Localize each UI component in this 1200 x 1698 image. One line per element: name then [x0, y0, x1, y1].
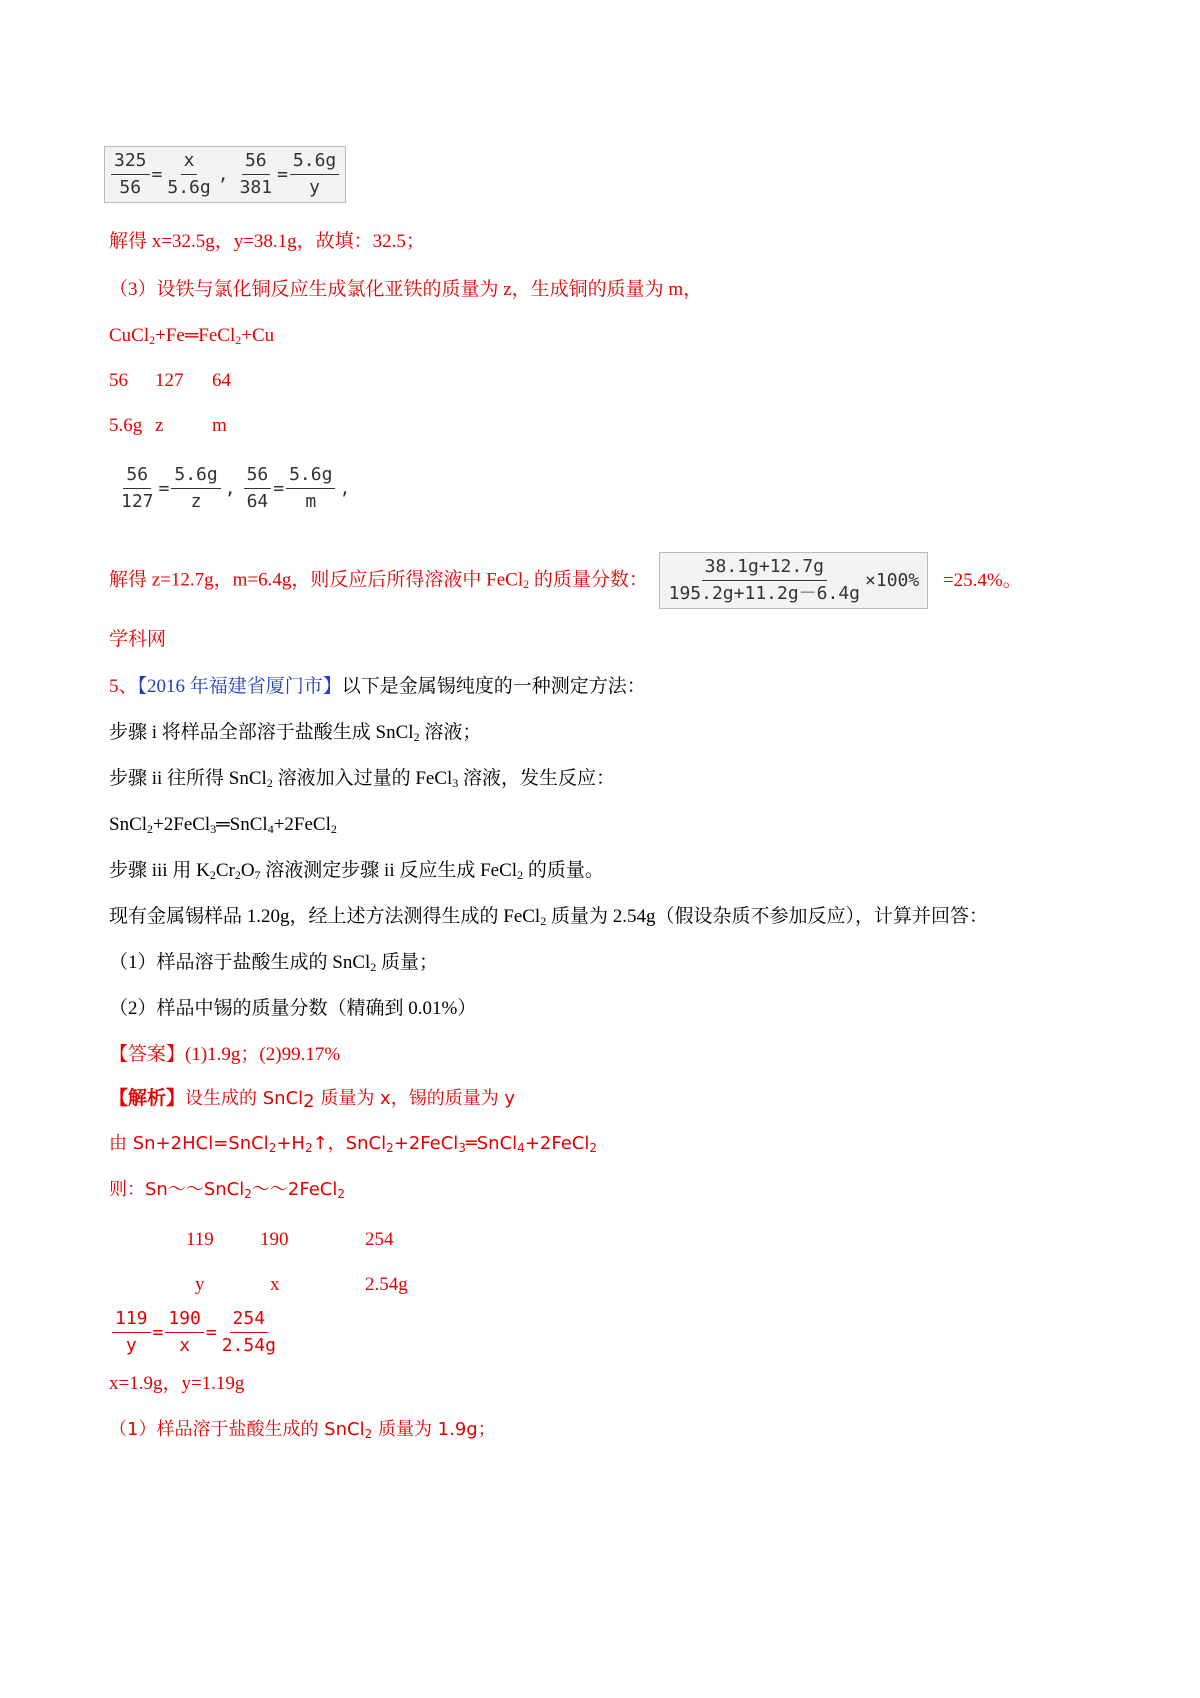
reaction-2: SnCl$_2$+2FeCl$_3$═SnCl$_4$+2FeCl$_2$	[109, 814, 337, 836]
fraction: $\frac{56}{64}$	[244, 462, 272, 515]
final-answer-line: （1）样品溶于盐酸生成的 SnCl$_2$ 质量为 1.9g；	[109, 1419, 496, 1441]
fraction: $\frac{x}{5.6g}$	[167, 150, 211, 198]
solve-line-2: 解得 z=12.7g，m=6.4g，则反应后所得溶液中 FeCl$_2$ 的质量分数： $\frac{38.1g+12.7g}{195.2g+11.2g-6.4g}$ ×100% =25.4%。	[109, 552, 1022, 609]
given-info: 现有金属锡样品 1.20g，经上述方法测得生成的 FeCl$_2$ 质量为 2.54g（假设杂质不参加反应），计算并回答：	[109, 906, 988, 928]
fraction: $\frac{56}{127}$	[121, 464, 154, 512]
from-line: 由 $Sn+2HCl=SnCl_2+H_2↑$，SnCl$_2$+2FeCl$_3$═SnCl$_4$+2FeCl$_2$	[109, 1133, 597, 1155]
mass-line-1: 5.6g z m	[109, 415, 227, 436]
equation-1-box: $\frac{325}{56}$ = $\frac{x}{5.6g}$ , $\frac{56}{381}$ = $\frac{5.6g}{y}$	[104, 146, 346, 203]
step-1: 步骤 i 将样品全部溶于盐酸生成 SnCl$_2$ 溶液；	[109, 722, 482, 744]
analysis-line: 【解析】设生成的 SnCl$_2$ 质量为 x，锡的质量为 y	[109, 1088, 516, 1112]
then-line: 则：Sn～～SnCl$_2$～～2FeCl$_2$	[109, 1179, 345, 1201]
equation-1	[104, 146, 346, 203]
step-2: 步骤 ii 往所得 SnCl$_2$ 溶液加入过量的 FeCl$_3$ 溶液，发生反应：	[109, 768, 616, 790]
analysis-label: 【解析】	[109, 1088, 186, 1109]
fraction: $\frac{190}{x}$	[165, 1306, 204, 1359]
sub-question-2: （2）样品中锡的质量分数（精确到 0.01%）	[109, 998, 477, 1019]
fraction: $\frac{119}{y}$	[112, 1306, 151, 1359]
question-5: 5、【2016 年福建省厦门市】以下是金属锡纯度的一种测定方法：	[109, 676, 646, 697]
question-3-line: （3）设铁与氯化铜反应生成氯化亚铁的质量为 z，生成铜的质量为 m，	[109, 279, 703, 300]
answer-label: 【答案】	[109, 1044, 186, 1065]
mass-fraction-box: $\frac{38.1g+12.7g}{195.2g+11.2g-6.4g}$ ×100%	[659, 552, 929, 609]
sub-question-1: （1）样品溶于盐酸生成的 SnCl$_2$ 质量；	[109, 952, 439, 974]
watermark-text: 学科网	[109, 629, 167, 650]
result-line: x=1.9g，y=1.19g	[109, 1373, 245, 1394]
fraction: $\frac{38.1g+12.7g}{195.2g+11.2g-6.4g}$	[668, 556, 861, 604]
fraction: $\frac{56}{381}$	[239, 150, 273, 198]
ratio-line-2: 119 190 254	[186, 1229, 394, 1250]
solve-line-1: 解得 x=32.5g，y=38.1g，故填：32.5；	[109, 231, 425, 252]
answer-line: 【答案】(1)1.9g；(2)99.17%	[109, 1044, 341, 1065]
equation-2: $\frac{56}{127}$ = $\frac{5.6g}{z}$ , $\frac{56}{64}$ = $\frac{5.6g}{m}$ ,	[118, 462, 358, 515]
reaction-1: CuCl$_2$+Fe═FeCl$_2$+Cu	[109, 325, 275, 347]
step-3: 步骤 iii 用 $K_2Cr_2O_7$ 溶液测定步骤 ii 反应生成 FeCl$_2$ 的质量。	[109, 860, 604, 882]
fraction: $\frac{325}{56}$	[111, 148, 150, 201]
fraction: $\frac{5.6g}{y}$	[290, 148, 339, 201]
equation-3: $\frac{119}{y}$ = $\frac{190}{x}$ = $\frac{254}{2.54g}$	[112, 1306, 279, 1359]
ratio-line-1: 56 127 64	[109, 370, 231, 391]
fraction: $\frac{254}{2.54g}$	[221, 1308, 276, 1356]
source-link[interactable]: 【2016 年福建省厦门市】	[137, 676, 342, 697]
fraction: $\frac{5.6g}{m}$	[286, 462, 335, 515]
fraction: $\frac{5.6g}{z}$	[171, 462, 220, 515]
mass-line-2: y x 2.54g	[195, 1274, 408, 1295]
